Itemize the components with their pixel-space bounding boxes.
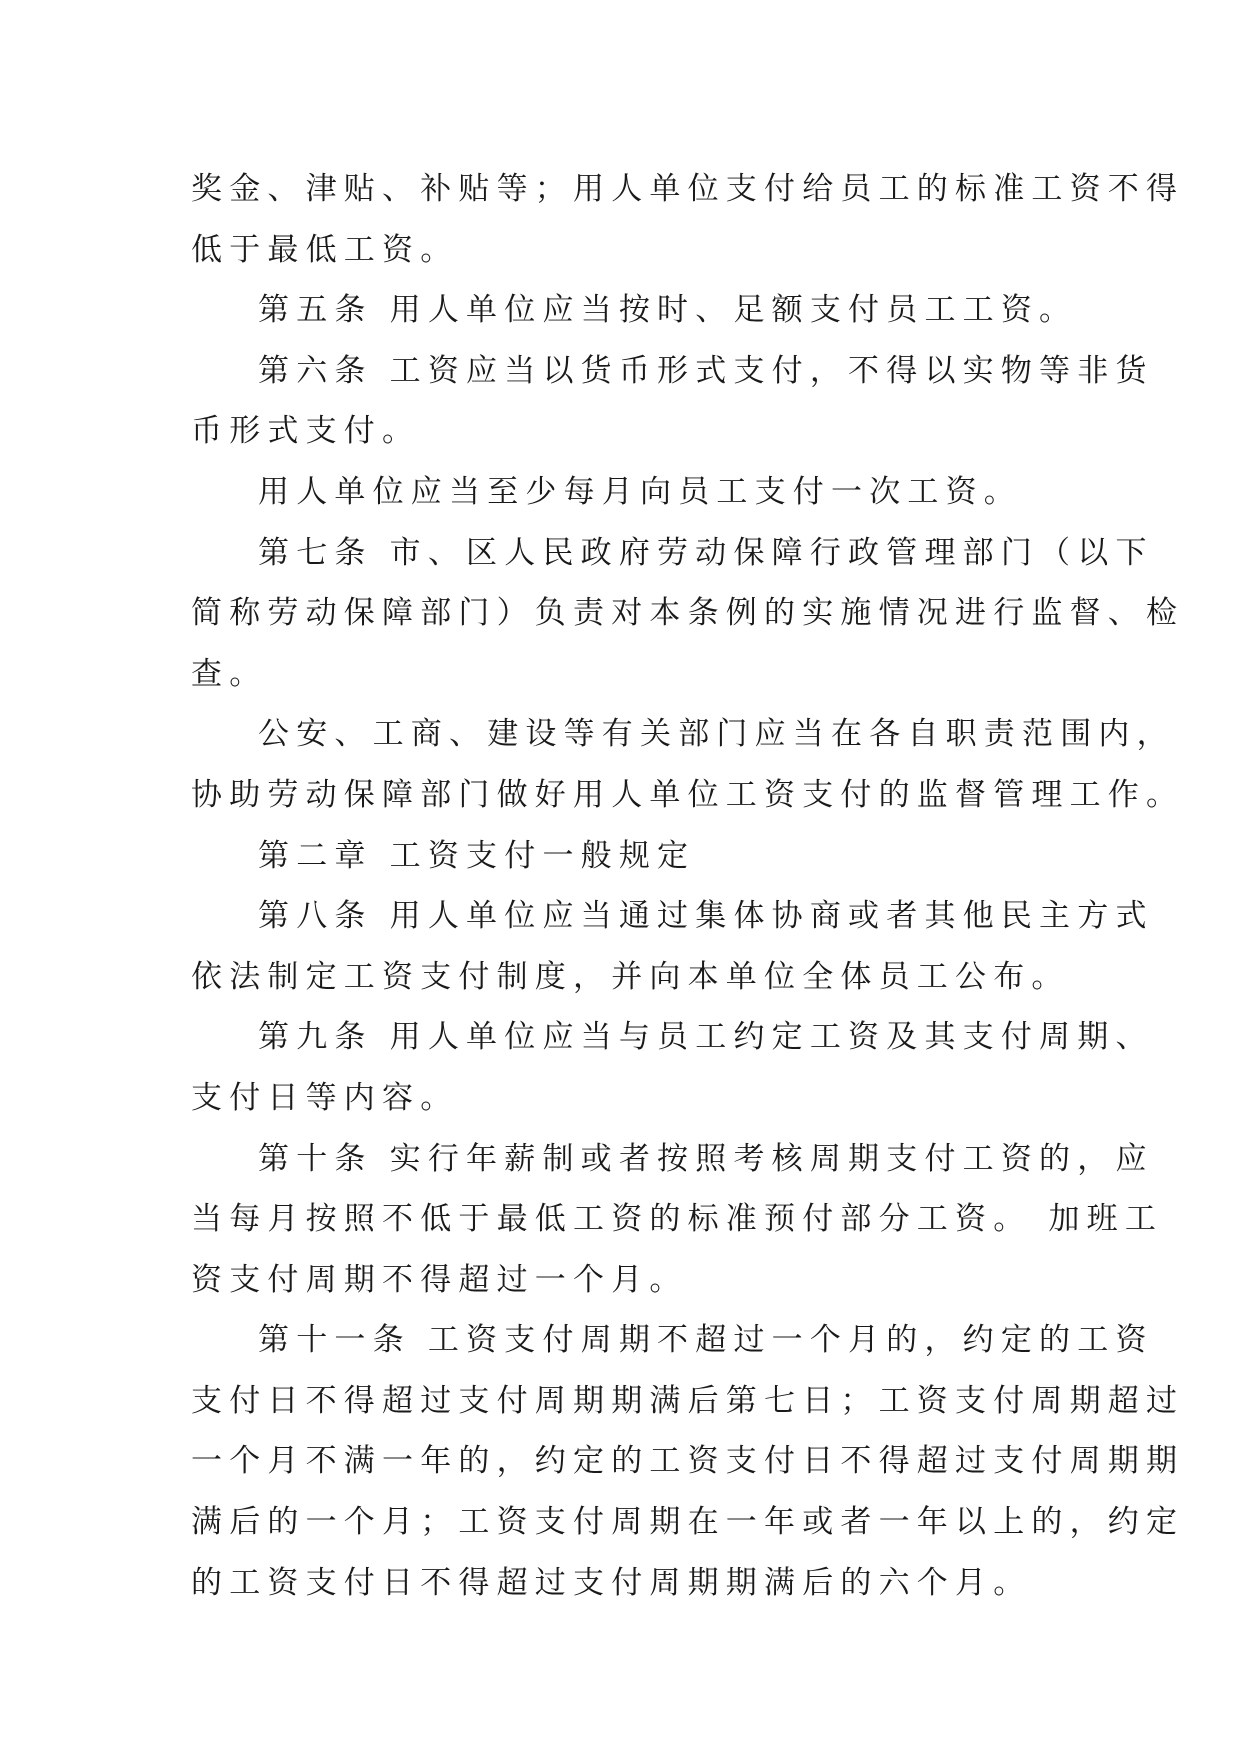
paragraph-start-line: 第二章 工资支付一般规定 — [258, 837, 696, 874]
text-line: 资支付周期不得超过一个月。 — [191, 1261, 688, 1298]
paragraph-start-line: 用人单位应当至少每月向员工支付一次工资。 — [258, 473, 1022, 510]
text-line: 查。 — [191, 655, 268, 692]
text-line: 一个月不满一年的，约定的工资支付日不得超过支付周期期 — [191, 1443, 1185, 1480]
paragraph-start-line: 第九条 用人单位应当与员工约定工资及其支付周期、 — [258, 1019, 1154, 1056]
text-line: 满后的一个月；工资支付周期在一年或者一年以上的，约定 — [191, 1504, 1185, 1541]
document-body — [191, 159, 1185, 1613]
paragraph-start-line: 第十一条 工资支付周期不超过一个月的，约定的工资 — [258, 1322, 1154, 1359]
text-line: 协助劳动保障部门做好用人单位工资支付的监督管理工作。 — [191, 776, 1185, 813]
text-line: 的工资支付日不得超过支付周期期满后的六个月。 — [191, 1564, 1032, 1601]
text-line: 依法制定工资支付制度，并向本单位全体员工公布。 — [191, 958, 1070, 995]
text-line: 支付日等内容。 — [191, 1079, 459, 1116]
paragraph-start-line: 第八条 用人单位应当通过集体协商或者其他民主方式 — [258, 898, 1154, 935]
paragraph-start-line: 公安、工商、建设等有关部门应当在各自职责范围内， — [258, 716, 1175, 753]
paragraph-start-line: 第六条 工资应当以货币形式支付，不得以实物等非货 — [258, 352, 1154, 389]
text-line: 当每月按照不低于最低工资的标准预付部分工资。 加班工 — [191, 1201, 1164, 1238]
text-line: 奖金、津贴、补贴等；用人单位支付给员工的标准工资不得 — [191, 171, 1185, 207]
text-line: 币形式支付。 — [191, 413, 421, 450]
paragraph-start-line: 第五条 用人单位应当按时、足额支付员工工资。 — [258, 292, 1078, 329]
text-line: 简称劳动保障部门）负责对本条例的实施情况进行监督、检 — [191, 595, 1185, 632]
text-line: 低于最低工资。 — [191, 231, 459, 268]
paragraph-start-line: 第十条 实行年薪制或者按照考核周期支付工资的，应 — [258, 1140, 1154, 1177]
text-line: 支付日不得超过支付周期期满后第七日；工资支付周期超过 — [191, 1382, 1185, 1419]
paragraph-start-line: 第七条 市、区人民政府劳动保障行政管理部门（以下 — [258, 534, 1154, 571]
